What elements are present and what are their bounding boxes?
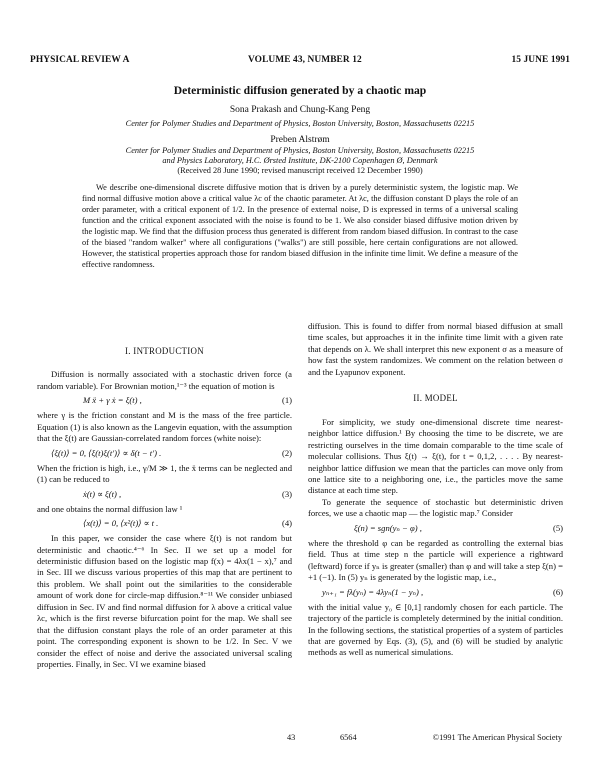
affiliation-secondary-a: Center for Polymer Studies and Department of Physics, Boston University, Boston, Massachusetts 02215	[125, 146, 475, 155]
affiliation-primary: Center for Polymer Studies and Department of Physics, Boston University, Boston, Massachusetts 02215	[125, 119, 475, 128]
equation-4	[37, 518, 292, 530]
equation-3	[37, 489, 292, 501]
equation-number: (3)	[281, 488, 292, 499]
volume-number: VOLUME 43, NUMBER 12	[248, 55, 362, 65]
equation-number: (1)	[281, 395, 292, 406]
equation-number: (5)	[552, 522, 563, 533]
equation-body: M ẍ + γ ẋ = ξ(t) ,	[83, 395, 142, 406]
equation-number: (6)	[552, 586, 563, 597]
authors-primary: Sona Prakash and Chung-Kang Peng	[229, 105, 371, 115]
paragraph: where γ is the friction constant and M is the mass of the free particle. Equation (1) is also known as the Langevin equation, with the assumption that the ξ(t) are Gaussian-correlated random forces (white noise):	[37, 410, 292, 444]
section-heading-introduction: I. INTRODUCTION	[125, 346, 204, 356]
journal-name: PHYSICAL REVIEW A	[30, 55, 130, 65]
paragraph: and one obtains the normal diffusion law ¹	[37, 503, 183, 514]
equation-body: ξ(n) = sgn(yₙ − φ) ,	[354, 522, 422, 533]
equation-body: yₙ₊₁ = fλ(yₙ) = 4λyₙ(1 − yₙ) ,	[322, 586, 424, 597]
equation-6	[308, 587, 563, 599]
equation-body: ⟨x(t)⟩ = 0, ⟨x²(t)⟩ ∝ t .	[83, 518, 159, 529]
page-footer	[0, 733, 600, 745]
author-secondary: Preben Alstrøm	[270, 135, 330, 145]
running-header	[30, 55, 570, 69]
paragraph: To generate the sequence of stochastic but deterministic driven forces, we use a chaotic map — the logistic map.⁷ Consider	[308, 496, 563, 519]
affiliation-secondary-b: and Physics Laboratory, H.C. Ørsted Institute, DK-2100 Copenhagen Ø, Denmark	[162, 156, 438, 165]
issue-date: 15 JUNE 1991	[511, 55, 570, 65]
page-number: 6564	[340, 733, 357, 742]
received-dates: (Received 28 June 1990; revised manuscript received 12 December 1990)	[177, 166, 423, 175]
equation-2	[37, 448, 292, 460]
equation-body: ẋ(t) ∝ ξ(t) ,	[83, 488, 122, 499]
equation-body: ⟨ξ(t)⟩ = 0, ⟨ξ(t)ξ(t′)⟩ ∝ δ(t − t′) .	[51, 447, 162, 458]
paper-title: Deterministic diffusion generated by a chaotic map	[173, 84, 427, 97]
section-heading-model: II. MODEL	[413, 393, 458, 404]
paragraph: Diffusion is normally associated with a stochastic driven force (a random variable). For Brownian motion,¹⁻³ the equation of motion is	[37, 369, 292, 391]
copyright-notice: ©1991 The American Physical Society	[432, 733, 562, 742]
paragraph: When the friction is high, i.e., γ/M ≫ 1, the ẍ terms can be neglected and (1) can be reduced to	[37, 462, 292, 485]
footer-volume: 43	[287, 733, 296, 742]
paragraph: with the initial value y₀ ∈ [0,1] randomly chosen for each particle. The trajectory of the particle is completely determined by the initial condition. In the following sections, the statistical properties of a system of particles that are governed by Eqs. (3), (5), and (6) will be studied by analytic methods as well as numerical simulations.	[308, 601, 563, 658]
paragraph: In this paper, we consider the case where ξ(t) is not random but deterministic and chaotic.⁴⁻⁶ In Sec. II we set up a model for deterministic diffusion based on the logistic map f(x) = 4λx(1 − x),⁷ and in Sec. III we discuss various properties of this map that are pertinent to this problem. We shall point out the similarities to the considerable amount of work done for circle-map diffusion.⁸⁻¹¹ We consider unbiased diffusion in Sec. IV and find normal diffusion for λ above a critical value λc, which is the first reverse bifurcation point for the map. We shall see that the diffusion constant plays the role of an order parameter at this point. The corresponding exponent is shown to be 1/2. In Sec. V we consider the effect of noise and derive the associated universal scaling properties. Finally, in Sec. VI we examine biased	[37, 533, 292, 670]
abstract: We describe one-dimensional discrete diffusive motion that is driven by a purely deterministic system, the logistic map. We find normal diffusive motion above a critical value λc of the chaotic parameter. At λc, the diffusion constant D plays the role of an order parameter, with a critical exponent of 1/2. In the presence of external noise, D is expressed in terms of a universal scaling function and the critical exponent associated with the noise is found to be 1. We also consider biased diffusive motion driven by the logistic map. We find that the diffusion process thus generated is different from random biased diffusion. In contrast to the case of the biased "random walker" where all configurations ("walks") are still possible, here certain configurations are not allowed. However, the statistical properties approach those for random biased diffusion in the infinite time limit. We define a measure of the effective randomness.	[82, 183, 518, 269]
left-column	[37, 346, 292, 671]
equation-5	[308, 523, 563, 535]
right-column	[308, 321, 563, 659]
paragraph: diffusion. This is found to differ from normal biased diffusion at small time scales, but approaches it in the infinite time limit with a given rate that depends on λ. We shall interpret this new exponent σ as a measure of how fast the system randomizes. We comment on the relation between σ and the Lyapunov exponent.	[308, 321, 563, 377]
paragraph: where the threshold φ can be regarded as controlling the external bias field. Thus at time step n the particle will experience a rightward (leftward) force if yₙ is greater (smaller) than φ and will take a step ξ(n) = +1 (−1). In (5) yₙ is generated by the logistic map, i.e.,	[308, 537, 563, 583]
equation-number: (2)	[281, 447, 292, 458]
equation-1	[37, 395, 292, 407]
paragraph: For simplicity, we study one-dimensional discrete time nearest-neighbor lattice diffusion.¹ By choosing the time to be discrete, we are restricting ourselves in the time domain comparable to the time scale of molecular collisions. Thus ξ(t) → ξ(t), for t = 0,1,2, . . . . By nearest-neighbor lattice diffusion we mean that the particles can move only from one lattice site to a neighboring one, i.e., the particles move the same distance at each time step.	[308, 416, 563, 496]
equation-number: (4)	[281, 518, 292, 529]
